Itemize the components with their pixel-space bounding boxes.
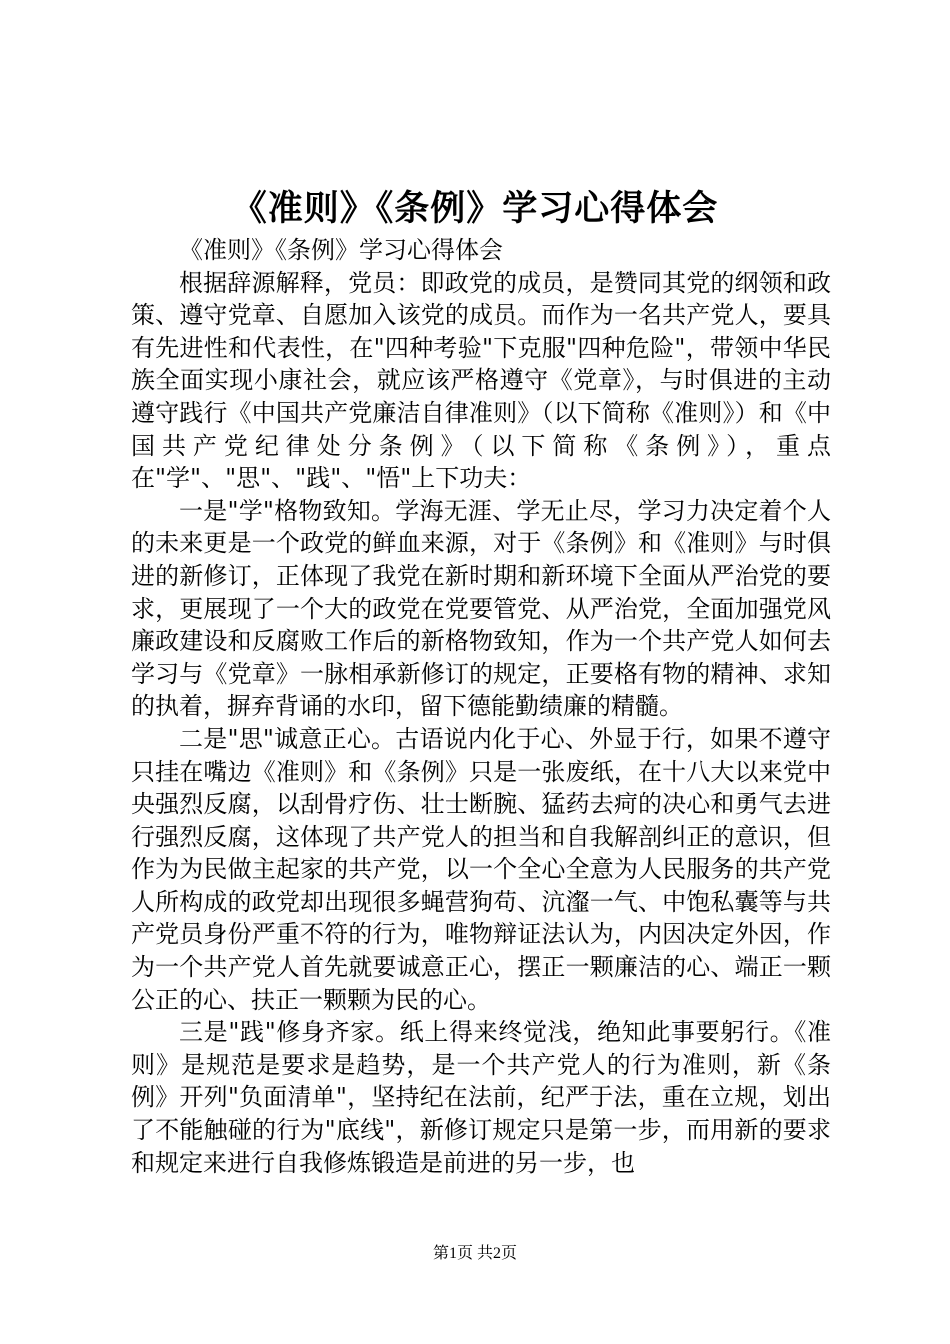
paragraph-practice: 三是"践"修身齐家。纸上得来终觉浅，绝知此事要躬行。《准则》是规范是要求是趋势，是一个共产党人的行为准则，新《条例》开列"负面清单"，坚持纪在法前，纪严于法，重在立规，划出了不能触碰的行为"底线"，新修订规定只是第一步，而用新的要求和规定来进行自我修炼锻造是前进的另一步，也 (131, 1018, 831, 1177)
paragraph-think: 二是"思"诚意正心。古语说内化于心、外显于行，如果不遵守只挂在嘴边《准则》和《条例》只是一张废纸，在十八大以来党中央强烈反腐，以刮骨疗伤、壮士断腕、猛药去疴的决心和勇气去进行强烈反腐，这体现了共产党人的担当和自我解剖纠正的意识，但作为为民做主起家的共产党，以一个全心全意为人民服务的共产党人所构成的政党却出现很多蝇营狗苟、沆瀣一气、中饱私囊等与共产党员身份严重不符的行为，唯物辩证法认为，内因决定外因，作为一个共产党人首先就要诚意正心，摆正一颗廉洁的心、端正一颗公正的心、扶正一颗颗为民的心。 (131, 724, 831, 1014)
paragraph-intro: 根据辞源解释，党员：即政党的成员，是赞同其党的纲领和政策、遵守党章、自愿加入该党的成员。而作为一名共产党人，要具有先进性和代表性，在"四种考验"下克服"四种危险"，带领中华民族全面实现小康社会，就应该严格遵守《党章》，与时俱进的主动遵守践行《中国共产党廉洁自律准则》（以下简称《准则》）和《中国共产党纪律处分条例》（以下简称《条例》），重点在"学"、"思"、"践"、"悟"上下功夫： (131, 268, 831, 493)
paragraph-study: 一是"学"格物致知。学海无涯、学无止尽，学习力决定着个人的未来更是一个政党的鲜血来源，对于《条例》和《准则》与时俱进的新修订，正体现了我党在新时期和新环境下全面从严治党的要求，更展现了一个大的政党在党要管党、从严治党，全面加强党风廉政建设和反腐败工作后的新格物致知，作为一个共产党人如何去学习与《党章》一脉相承新修订的规定，正要格有物的精神、求知的执着，摒弃背诵的水印，留下德能勤绩廉的精髓。 (131, 496, 831, 721)
document-body (131, 234, 831, 1179)
page-footer: 第1页 共2页 (432, 1245, 517, 1262)
paragraph-subtitle: 《准则》《条例》学习心得体会 (179, 236, 503, 264)
document-title: 《准则》《条例》学习心得体会 (231, 189, 719, 229)
